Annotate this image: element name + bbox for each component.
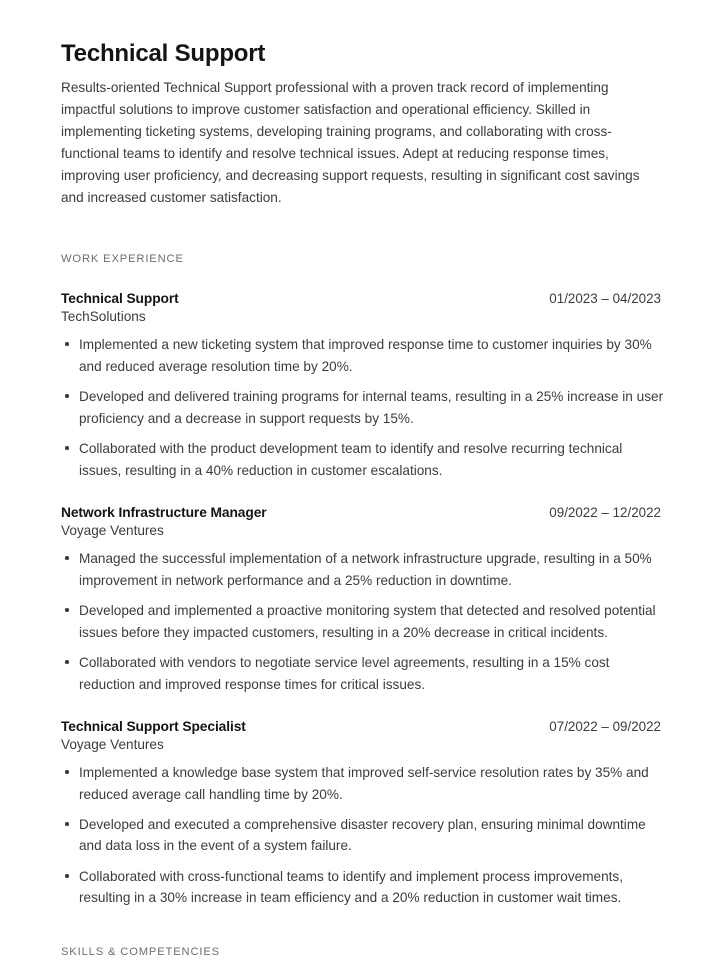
bullet-text: Developed and executed a comprehensive disaster recovery plan, ensuring minimal downtime and data loss in the event of a system failure. bbox=[79, 816, 646, 854]
job-dates: 07/2022 – 09/2022 bbox=[549, 719, 661, 735]
work-experience-heading: WORK EXPERIENCE bbox=[61, 253, 184, 266]
job-header bbox=[61, 505, 661, 520]
bullet-dot-icon bbox=[65, 608, 69, 612]
list-item bbox=[61, 600, 666, 643]
bullet-dot-icon bbox=[65, 874, 69, 878]
job-entry bbox=[61, 505, 661, 695]
bullet-text: Implemented a new ticketing system that improved response time to customer inquiries by 30% and reduced average resolution time by 20%. bbox=[79, 337, 652, 374]
list-item bbox=[61, 652, 666, 695]
job-dates: 01/2023 – 04/2023 bbox=[549, 291, 661, 307]
job-company: Voyage Ventures bbox=[61, 737, 164, 753]
page-title: Technical Support bbox=[61, 40, 266, 67]
bullet-text: Collaborated with vendors to negotiate service level agreements, resulting in a 15% cost reduction and improved response times for critical issues. bbox=[79, 655, 610, 692]
bullet-text: Collaborated with the product development team to identify and resolve recurring technical issues, resulting in a 40% reduction in customer escalations. bbox=[79, 441, 623, 478]
list-item bbox=[61, 334, 666, 377]
list-item bbox=[61, 548, 666, 591]
bullet-text: Developed and delivered training programs for internal teams, resulting in a 25% increase in user proficiency and a decrease in support requests by 15%. bbox=[79, 389, 664, 426]
job-bullet-list bbox=[61, 334, 664, 481]
bullet-dot-icon bbox=[65, 660, 69, 664]
job-title: Technical Support Specialist bbox=[61, 719, 246, 735]
list-item bbox=[61, 386, 666, 429]
job-entry bbox=[61, 719, 661, 909]
job-entry bbox=[61, 291, 664, 481]
bullet-text: Collaborated with cross-functional teams to identify and implement process improvements, resulting in a 30% increase in team efficiency and a 20% reduction in customer wait times. bbox=[79, 868, 623, 906]
bullet-dot-icon bbox=[65, 556, 69, 560]
bullet-dot-icon bbox=[65, 342, 69, 346]
bullet-text: Implemented a knowledge base system that improved self-service resolution rates by 35% and reduced average call handling time by 20%. bbox=[79, 765, 649, 802]
bullet-text: Managed the successful implementation of a network infrastructure upgrade, resulting in a 50% improvement in network performance and a 25% reduction in downtime. bbox=[79, 551, 652, 588]
list-item bbox=[61, 866, 666, 909]
job-title: Technical Support bbox=[61, 291, 179, 307]
list-item bbox=[61, 814, 666, 857]
bullet-text: Developed and implemented a proactive monitoring system that detected and resolved potential issues before they impacted customers, resulting in a 20% decrease in critical incidents. bbox=[79, 603, 656, 640]
job-header bbox=[61, 719, 661, 734]
list-item bbox=[61, 438, 666, 481]
bullet-dot-icon bbox=[65, 770, 69, 774]
list-item bbox=[61, 762, 666, 805]
job-company: TechSolutions bbox=[61, 309, 146, 325]
job-bullet-list bbox=[61, 548, 661, 695]
work-experience-section bbox=[61, 253, 664, 908]
job-list bbox=[61, 291, 664, 908]
bullet-dot-icon bbox=[65, 394, 69, 398]
bullet-dot-icon bbox=[65, 822, 69, 826]
job-bullet-list bbox=[61, 762, 661, 909]
job-header bbox=[61, 291, 661, 306]
job-company: Voyage Ventures bbox=[61, 523, 164, 539]
job-title: Network Infrastructure Manager bbox=[61, 505, 267, 521]
skills-competencies-heading: SKILLS & COMPETENCIES bbox=[61, 946, 220, 958]
job-dates: 09/2022 – 12/2022 bbox=[549, 505, 661, 521]
resume-content bbox=[61, 40, 664, 909]
bullet-dot-icon bbox=[65, 446, 69, 450]
professional-summary: Results-oriented Technical Support professional with a proven track record of implementing impactful solutions to improve customer satisfaction and operational efficiency. Skilled in implementing ticketing systems, developing training programs, and collaborating with cross-functional teams to identify and resolve technical issues. Adept at reducing response times, improving user proficiency, and decreasing support requests, resulting in significant cost savings and increased customer satisfaction. bbox=[61, 80, 640, 206]
